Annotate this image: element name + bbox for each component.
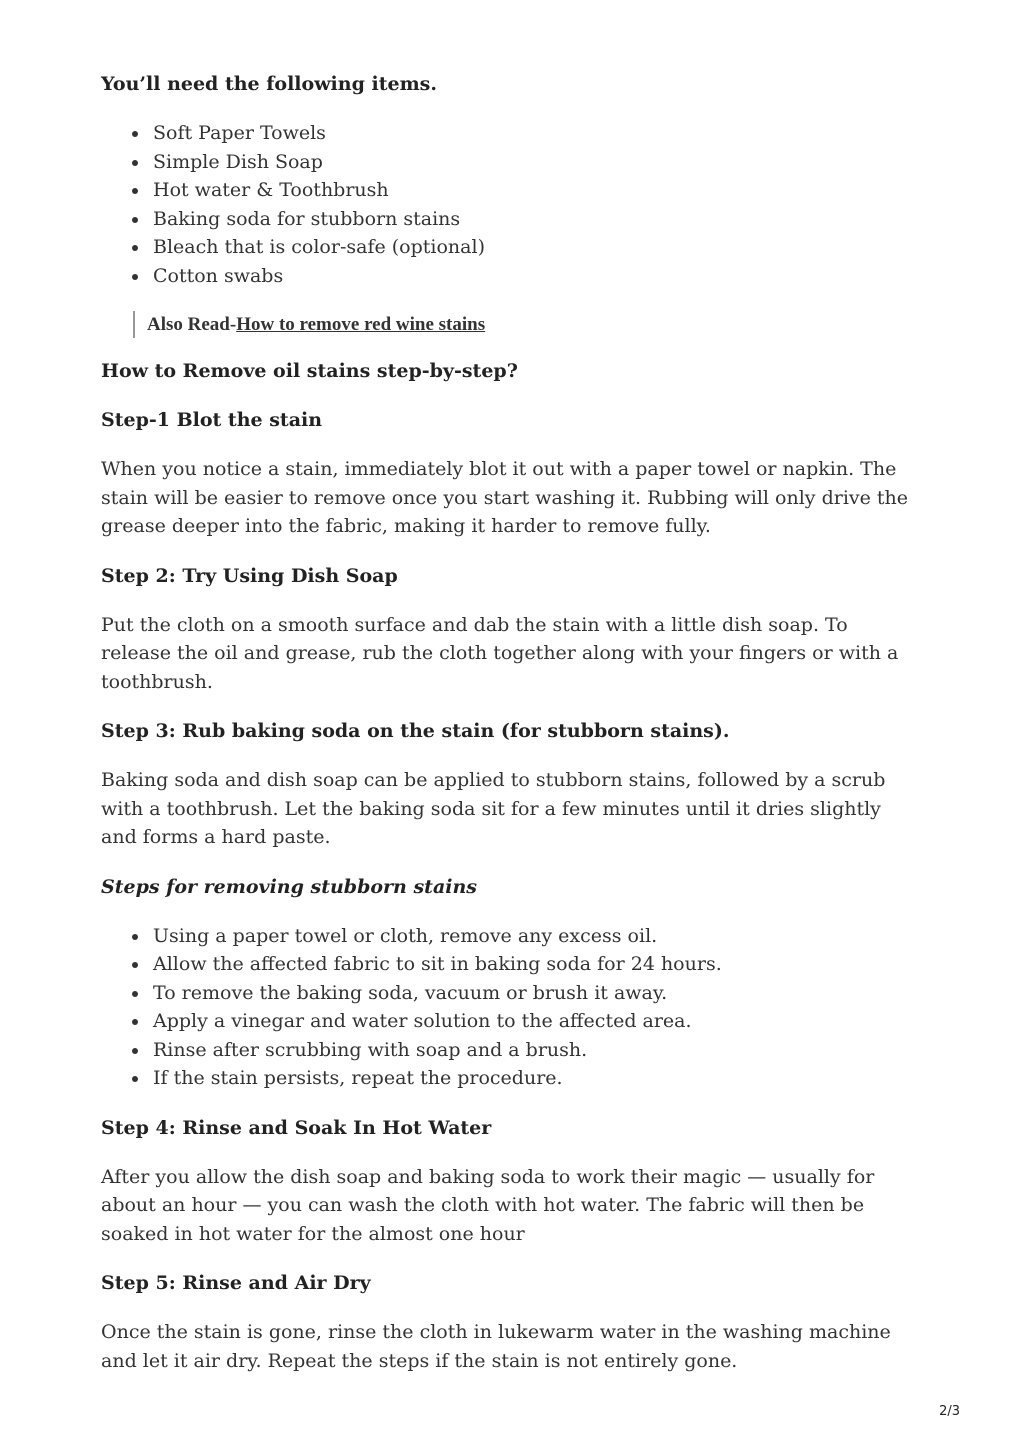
list-item-text: Rinse after scrubbing with soap and a brush. (153, 1038, 588, 1061)
list-item (153, 119, 921, 148)
list-item (153, 148, 921, 177)
list-item-text: If the stain persists, repeat the procedure. (153, 1067, 563, 1089)
bullet-icon (132, 1076, 138, 1082)
also-read-link[interactable]: How to remove red wine stains (236, 314, 486, 335)
how-to-heading: How to Remove oil stains step-by-step? (101, 360, 518, 382)
page-number: 2/3 (939, 1404, 960, 1419)
also-read-callout (133, 311, 921, 338)
list-item-text: Using a paper towel or cloth, remove any excess oil. (153, 924, 658, 947)
bullet-icon (132, 1048, 138, 1054)
bullet-icon (132, 274, 138, 280)
list-item (153, 233, 921, 262)
list-item (153, 1036, 921, 1065)
stubborn-steps-list (101, 922, 921, 1093)
list-item-text: To remove the baking soda, vacuum or brush it away. (153, 981, 668, 1004)
step4-heading: Step 4: Rinse and Soak In Hot Water (101, 1116, 492, 1139)
list-item-text: Baking soda for stubborn stains (153, 207, 461, 230)
stubborn-heading: Steps for removing stubborn stains (101, 875, 477, 898)
list-item (153, 1007, 921, 1036)
bullet-icon (132, 934, 138, 940)
step5-text: Once the stain is gone, rinse the cloth in lukewarm water in the washing machine and let it air dry. Repeat the steps if the stain is not entirely gone. (101, 1321, 891, 1372)
bullet-icon (132, 245, 138, 251)
items-list (101, 119, 921, 290)
step4-text: After you allow the dish soap and baking soda to work their magic — usually for about an hour — you can wash the cloth with hot water. The fabric will then be soaked in hot water for the almost one hour (101, 1165, 875, 1245)
list-item-text: Hot water & Toothbrush (153, 179, 389, 201)
list-item-text: Allow the affected fabric to sit in baking soda for 24 hours. (153, 953, 722, 975)
bullet-icon (132, 160, 138, 166)
list-item (153, 262, 921, 291)
list-item-text: Cotton swabs (153, 264, 284, 287)
list-item (153, 922, 921, 951)
items-heading: You’ll need the following items. (101, 73, 437, 95)
bullet-icon (132, 991, 138, 997)
step1-heading: Step-1 Blot the stain (101, 409, 323, 431)
list-item-text: Simple Dish Soap (153, 150, 323, 173)
list-item (153, 176, 921, 205)
list-item (153, 979, 921, 1008)
bullet-icon (132, 188, 138, 194)
step2-heading: Step 2: Try Using Dish Soap (101, 564, 398, 587)
step3-heading: Step 3: Rub baking soda on the stain (for stubborn stains). (101, 720, 730, 742)
bullet-icon (132, 962, 138, 968)
article-body (101, 70, 921, 1396)
also-read-prefix: Also Read- (147, 314, 237, 335)
bullet-icon (132, 1019, 138, 1025)
list-item-text: Apply a vinegar and water solution to the affected area. (153, 1010, 692, 1032)
step3-text: Baking soda and dish soap can be applied to stubborn stains, followed by a scrub with a toothbrush. Let the baking soda sit for a few minutes until it dries slightly and forms a hard paste. (101, 769, 886, 848)
step2-text: Put the cloth on a smooth surface and dab the stain with a little dish soap. To release the oil and grease, rub the cloth together along with your fingers or with a toothbrush. (101, 613, 899, 693)
list-item-text: Soft Paper Towels (153, 122, 326, 144)
list-item (153, 950, 921, 979)
bullet-icon (132, 131, 138, 137)
bullet-icon (132, 217, 138, 223)
list-item-text: Bleach that is color-safe (optional) (153, 236, 485, 258)
list-item (153, 205, 921, 234)
list-item (153, 1064, 921, 1093)
step5-heading: Step 5: Rinse and Air Dry (101, 1272, 371, 1294)
step1-text: When you notice a stain, immediately blot it out with a paper towel or napkin. The stain will be easier to remove once you start washing it. Rubbing will only drive the grease deeper into the fabric, making it harder to remove fully. (101, 458, 909, 537)
